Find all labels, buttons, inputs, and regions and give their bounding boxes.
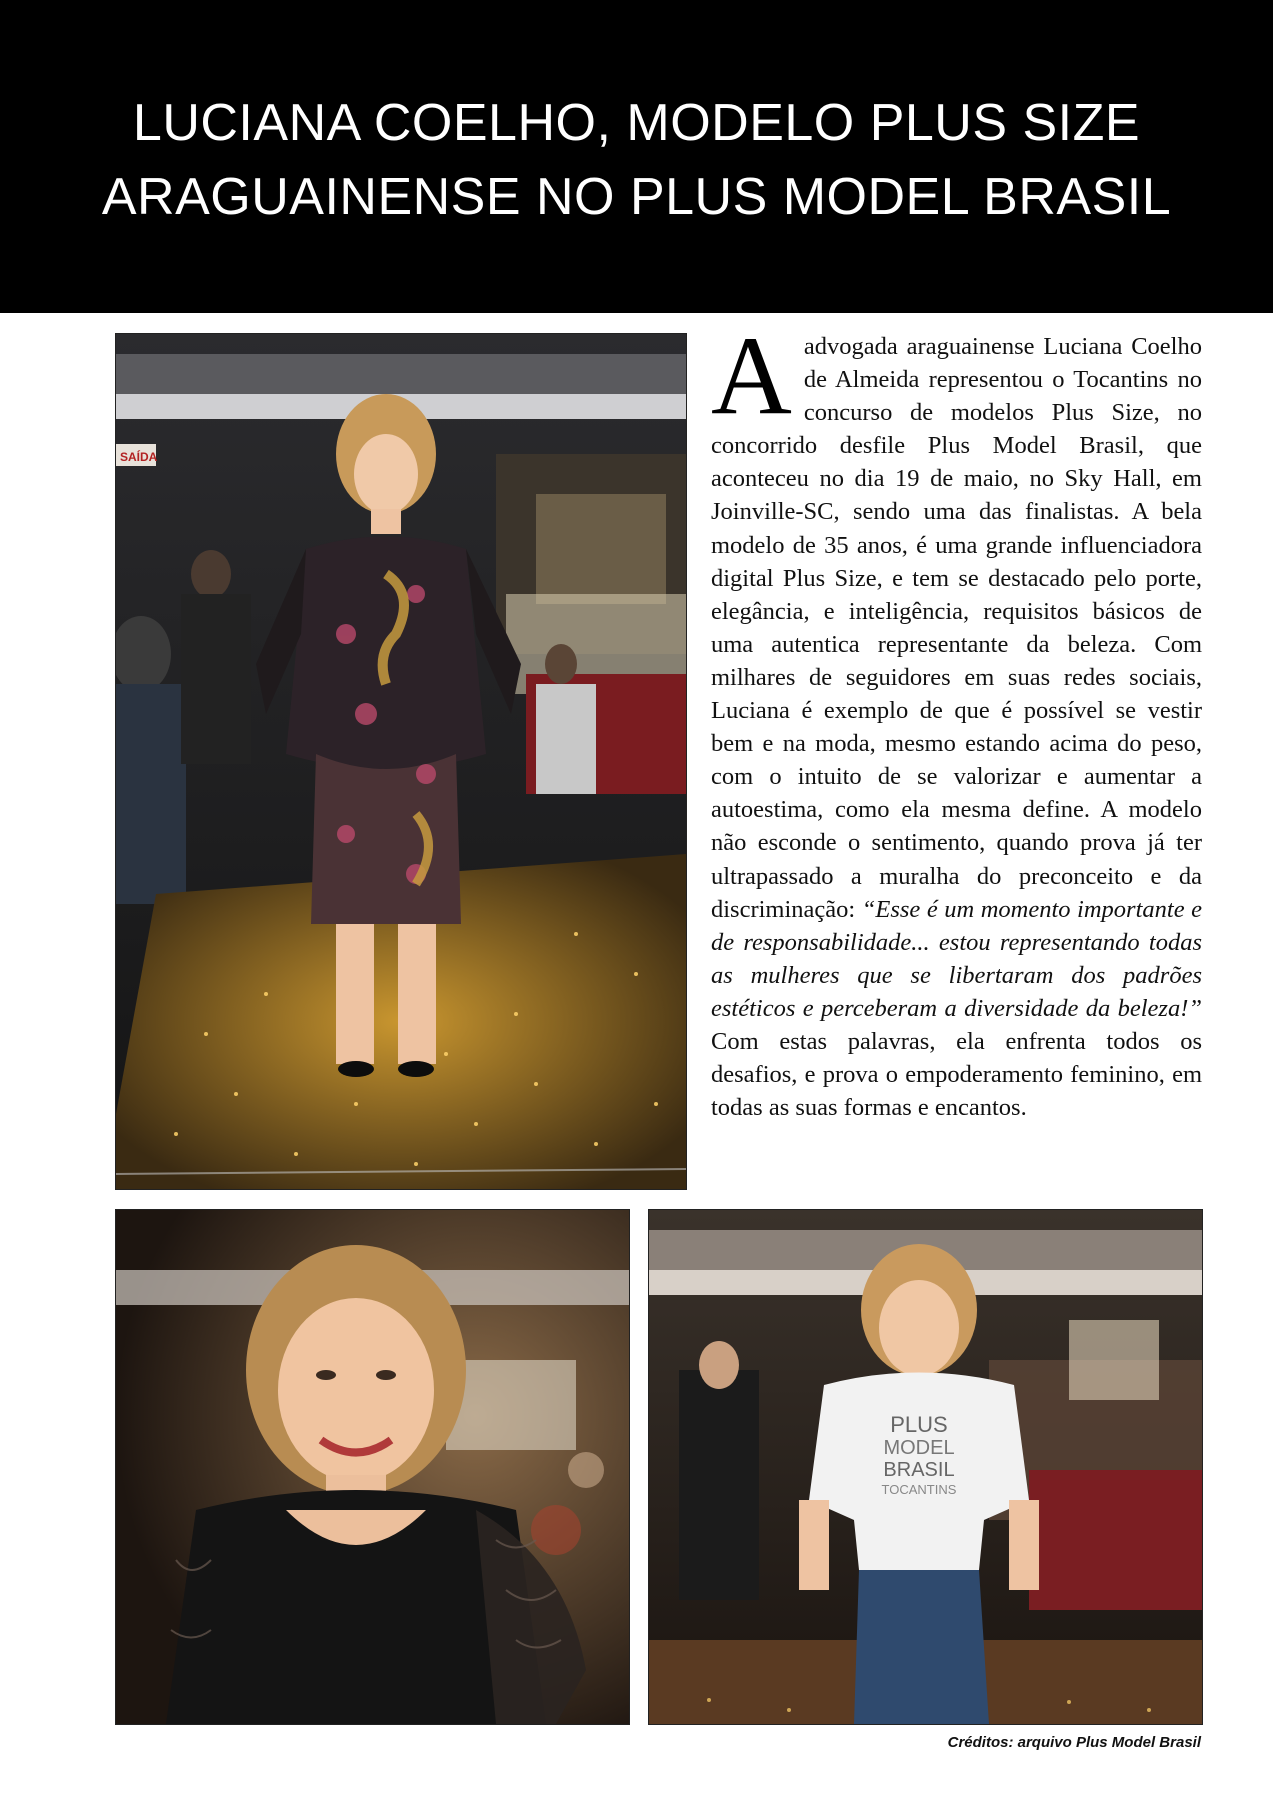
article-text-outro: Com estas palavras, ela enfrenta todos os desafios, e prova o empoderamento feminino, em todas as suas formas e encantos. <box>711 1027 1202 1122</box>
page-title-line-1: LUCIANA COELHO, MODELO PLUS SIZE <box>132 93 1141 152</box>
article-text-intro: advogada araguainense Luciana Coelho de Almeida representou o Tocantins no concurso de modelos Plus Size, no concorrido desfile Plus Model Brasil, que aconteceu no dia 19 de maio, no Sky Hall, em Joinville-SC, sendo uma das finalistas. A bela modelo de 35 anos, é uma grande influenciadora digital Plus Size, e tem se destacado pelo porte, elegância, e inteligência, requisitos básicos de uma autentica representante da beleza. Com milhares de seguidores em suas redes sociais, Luciana é exemplo de que é possível se vestir bem e na moda, mesmo estando acima do peso, com o intuito de se valorizar e aumentar a autoestima, como ela mesma define. A modelo não esconde o sentimento, quando prova já ter ultrapassado a muralha do preconceito e da discriminação: <box>711 333 1202 923</box>
shirt-text-4: TOCANTINS <box>881 1482 957 1497</box>
page-title-line-2: ARAGUAINENSE NO PLUS MODEL BRASIL <box>101 167 1172 226</box>
article-body <box>711 314 1202 1124</box>
exit-sign: SAÍDA <box>120 450 158 464</box>
page-title <box>102 80 1171 234</box>
photo-runway-full-length <box>115 333 687 1190</box>
shirt-text-1: PLUS <box>890 1412 948 1437</box>
header-banner <box>0 0 1273 313</box>
article-quote: “Esse é um momento importante e de responsabilidade... estou representando todas as mulheres que se libertaram dos padrões estéticos e perceberam a diversidade da beleza!” <box>711 895 1202 1022</box>
photo-runway-tshirt <box>648 1209 1203 1725</box>
shirt-text-3: BRASIL <box>883 1459 955 1481</box>
photo-credits: Créditos: arquivo Plus Model Brasil <box>947 1734 1201 1751</box>
photo-portrait-black-dress <box>115 1209 630 1725</box>
shirt-text-2: MODEL <box>883 1437 955 1459</box>
drop-cap: A <box>711 314 792 438</box>
